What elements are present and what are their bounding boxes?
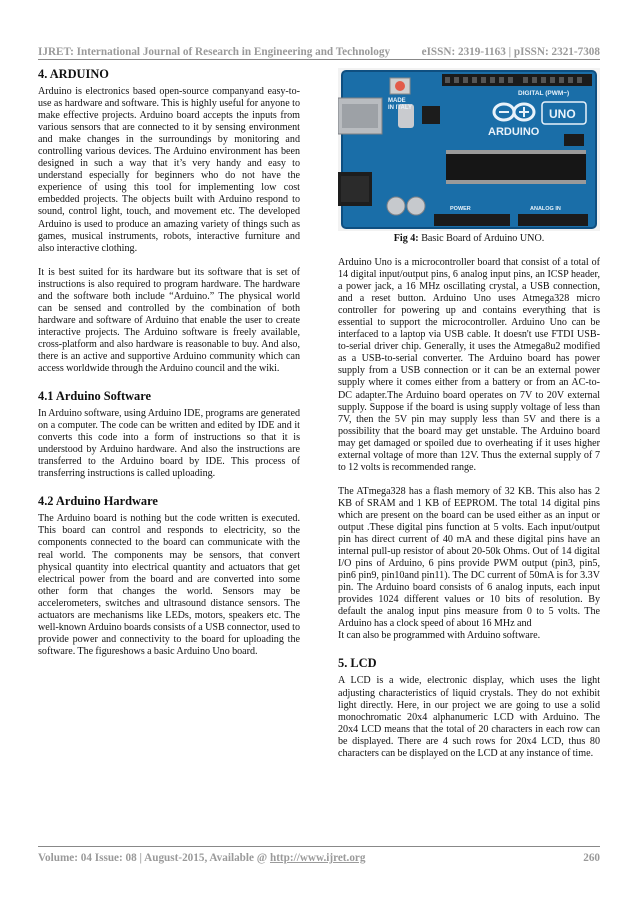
silk-italy: IN ITALY bbox=[388, 105, 413, 111]
running-header bbox=[38, 38, 600, 58]
section-4-2-paragraph: The Arduino board is nothing but the code written is executed. This board can control and responds to electricity, so the components connected to the board can communicate with the real world. The components may be sensors, that convert physical quantity into electrical quantity and actuators that get electrical power from the board and are converted into some other form that changes the world. Sensors may be accelerometers, switches and ultrasound distance sensors. The actuators are mechanisms like LEDs, motors, speakers etc. The well-known Arduino boards consists of a USB connector, used to provide power and connectivity to the board for uploading the software. The figureshows a basic Arduino Uno board. bbox=[38, 513, 300, 657]
left-column bbox=[38, 66, 300, 658]
power-header bbox=[434, 214, 510, 226]
figure-label: Fig 4: bbox=[393, 233, 419, 244]
reset-button bbox=[395, 81, 405, 91]
right-paragraph-2: The ATmega328 has a flash memory of 32 KB. This also has 2 KB of SRAM and 1 KB of EEPROM. The total 14 digital pins which are present on the board can be used either as an input or output .These digital pins function at 5 volts. Each input/output pin has direct current of 40 mA and these digital pins have an internal pull-up resistor of about 20-50k Ohms. Out of 14 digital I/O pins of Arduino, 6 pins provide PWM output (pin3, pin5, pin6 pin9, pin10and pin11). The DC current of 50mA is for 3.3V pin. The Arduino board consists of 6 analog inputs, each input provides 1024 different values or 10 bits of resolution. By default the analog input pins measure from 0 to 5 volts. The Arduino has a clock speed of about 16 MHz and bbox=[338, 485, 600, 630]
silk-arduino: ARDUINO bbox=[488, 126, 540, 138]
section-4-2-heading: 4.2 Arduino Hardware bbox=[38, 494, 158, 509]
section-4-heading: 4. ARDUINO bbox=[38, 67, 109, 81]
right-paragraph-1: Arduino Uno is a microcontroller board that consist of a total of 14 digital input/output pins, 6 analog input pins, an ICSP header, a power jack, a 16 MHz oscillating crystal, a USB connection, and a reset button. Arduino Uno uses Atmega328 micro controller for powering up and contains everything that is essential to support the microcontroller. Arduino Uno can be interfaced to a laptop via USB cable. It doesn't use FTDI USB-to-serial driver chip. Generally, it uses the Atmega8u2 modified as a USB-to-serial converter. The Arduino board has power supply from a USB connection or it can be an external power supply where it comes either from a battery or from an AC-to-DC adapter.The Arduino board operates on 7V to 20V external supply. Suppose if the board is using supply voltage of less than 7V, then the 5V pin may supply less than 5V and there is a possibility that the board may get unstable. The Arduino board may get damaged or spoiled due to overheating if it uses higher external voltage of more than 12V. Thus the external supply of 7 to 12 volts is recommended range. bbox=[338, 257, 600, 473]
section-4-1-heading: 4.1 Arduino Software bbox=[38, 389, 152, 404]
journal-name: IJRET: International Journal of Research in Engineering and Technology bbox=[38, 46, 391, 58]
arduino-board-image bbox=[338, 68, 600, 231]
volume-text: Volume: 04 Issue: 08 | August-2015, Available @ bbox=[38, 852, 270, 864]
silk-power: POWER bbox=[450, 206, 471, 212]
right-column bbox=[338, 66, 600, 760]
section-4-paragraph-2: It is best suited for its hardware but its software that is set of instructions is also required to program hardware. The hardware and the software both include “Arduino.” The physical world can be sensed and controlled by the combination of both hardware and software of Arduino that enable the user to create interactive projects. The Arduino software is freely available, cross-platform and also hardware is reasonable to buy. And also, there is an active and supportive Arduino community which can access worldwide through the Arduino council and the wiki. bbox=[38, 266, 300, 375]
capacitor bbox=[387, 197, 405, 215]
silk-digital: DIGITAL (PWM~) bbox=[518, 90, 570, 97]
right-paragraph-2b: It can also be programmed with Arduino software. bbox=[338, 630, 541, 642]
section-5-paragraph: A LCD is a wide, electronic display, which uses the light adjusting characteristics of liquid crystals. They do not exhibit light directly. Here, in our project we are going to use a solid monochromatic 20x4 alphanumeric LCD with Arduino. The 20x4 LCD means that the total of 20 characters in each row can be displayed. There are 4 such rows for 20x4 LCD, thus 80 characters can be displayed on the LCD at any instance of time. bbox=[338, 675, 600, 759]
section-4-paragraph-1: Arduino is electronics based open-source companyand easy-to-use as hardware and software. This is highly useful for anyone to make effective projects. Arduino board accepts the inputs from various sensors that are connected to it by sensing environment and make changes in the surroundings by monitoring and controlling various devices. The Arduino environment has been designed in such a way that it’s very handy and easy to understand especially for beginners who do not have the experience of using this tool for implementing low cost embedded projects. The objects built with Arduino respond to sound, control light, touch, and movement etc. The developed Arduino is used to produce an amazing variety of things such as games, musical instruments, robots, interactive furniture and also interactive clothing. bbox=[38, 86, 300, 254]
page-number: 260 bbox=[583, 852, 600, 864]
atmega-chip bbox=[446, 154, 586, 180]
figure-caption bbox=[338, 233, 600, 245]
journal-url-link[interactable]: http://www.ijret.org bbox=[269, 852, 366, 864]
figure-caption-text: Basic Board of Arduino UNO. bbox=[418, 233, 545, 244]
analog-header bbox=[518, 214, 588, 226]
issn-text: eISSN: 2319-1163 | pISSN: 2321-7308 bbox=[421, 46, 600, 58]
running-footer bbox=[38, 852, 600, 868]
volume-info bbox=[38, 852, 365, 868]
header-rule bbox=[38, 59, 600, 60]
footer-rule bbox=[38, 846, 600, 847]
section-4-1-paragraph: In Arduino software, using Arduino IDE, programs are generated on a computer. The code can be written and edited by IDE and it converts this code into a form of instructions so that it is understood by Arduino hardware. And also the instructions are transferred to the Arduino board by IDE. This process of transferring instructions is called uploading. bbox=[38, 408, 300, 480]
arduino-board-figure bbox=[338, 68, 600, 231]
silk-analog: ANALOG IN bbox=[530, 206, 561, 212]
silk-made: MADE bbox=[388, 98, 406, 104]
silk-uno: UNO bbox=[549, 107, 576, 121]
section-5-heading: 5. LCD bbox=[338, 656, 377, 671]
